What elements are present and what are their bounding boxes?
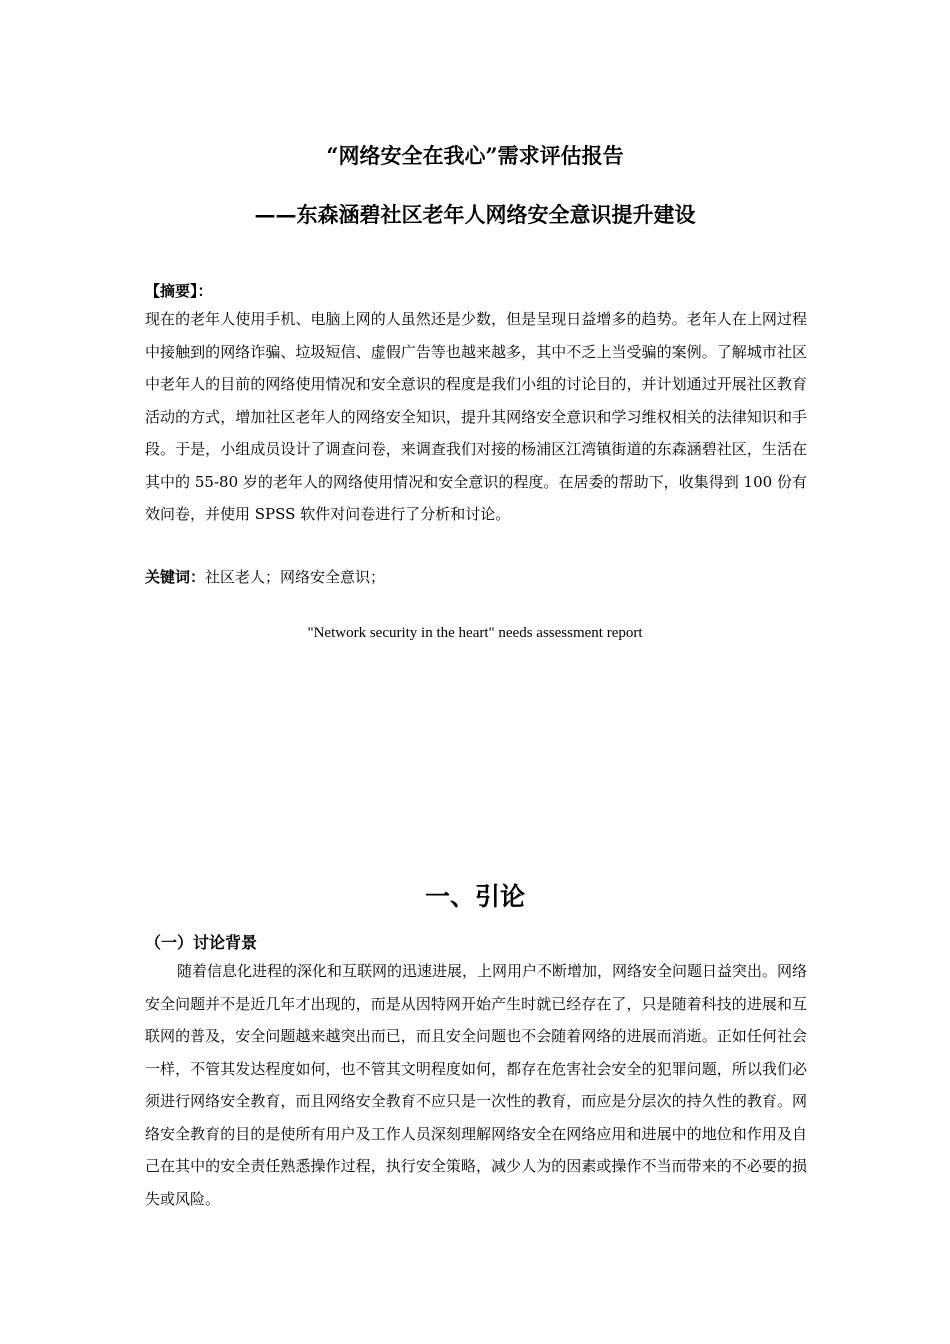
keywords-line — [145, 566, 807, 587]
abstract-label: 【摘要】： — [145, 282, 213, 300]
document-title: “网络安全在我心”需求评估报告 — [326, 143, 624, 168]
section-heading: 一、引论 — [424, 882, 525, 911]
english-title: "Network security in the heart" needs assessment report — [307, 625, 643, 641]
document-subtitle: ——东森涵碧社区老年人网络安全意识提升建设 — [254, 202, 696, 227]
section-paragraph: 随着信息化进程的深化和互联网的迅速进展，上网用户不断增加，网络安全问题日益突出。网络安全问题并不是近几年才出现的，而是从因特网开始产生时就已经存在了，只是随着科技的进展和互联网的普及，安全问题越来越突出而已，而且安全问题也不会随着网络的进展而消逝。正如任何社会一样，不管其发达程度如何，也不管其文明程度如何，都存在危害社会安全的犯罪问题，所以我们必须进行网络安全教育，而且网络安全教育不应只是一次性的教育，而应是分层次的持久性的教育。网络安全教育的目的是使所有用户及工作人员深刻理解网络安全在网络应用和进展中的地位和作用及自己在其中的安全责任熟悉操作过程，执行安全策略，减少人为的因素或操作不当而带来的不必要的损失或风险。 — [145, 962, 808, 1208]
keywords-label: 关键词： — [145, 568, 206, 586]
keywords-text: 社区老人；网络安全意识； — [205, 568, 386, 586]
subsection-heading: （一）讨论背景 — [145, 933, 258, 952]
abstract-text: 现在的老年人使用手机、电脑上网的人虽然还是少数，但是呈现日益增多的趋势。老年人在上网过程中接触到的网络诈骗、垃圾短信、虚假广告等也越来越多，其中不乏上当受骗的案例。了解城市社区中老年人的目前的网络使用情况和安全意识的程度是我们小组的讨论目的，并计划通过开展社区教育活动的方式，增加社区老年人的网络安全知识，提升其网络安全意识和学习维权相关的法律知识和手段。于是，小组成员设计了调查问卷，来调查我们对接的杨浦区江湾镇街道的东森涵碧社区，生活在其中的 55-80 岁的老年人的网络使用情况和安全意识的程度。在居委的帮助下，收集得到 100 份有效问卷，并使用 SPSS 软件对问卷进行了分析和讨论。 — [145, 310, 807, 523]
